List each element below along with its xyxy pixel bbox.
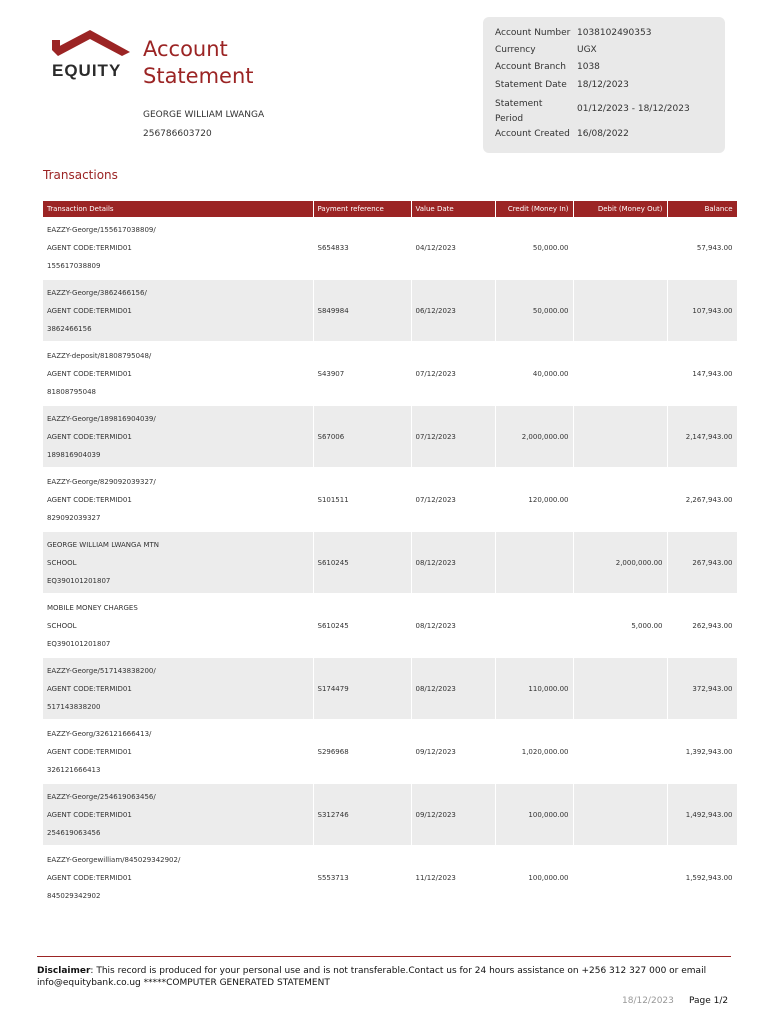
cell-credit: 1,020,000.00 bbox=[495, 720, 573, 783]
details-line-3: 254619063456 bbox=[47, 828, 101, 837]
cell-reference: S296968 bbox=[313, 720, 411, 783]
cell-date: 11/12/2023 bbox=[411, 846, 495, 909]
cell-credit: 50,000.00 bbox=[495, 279, 573, 342]
transactions-table bbox=[43, 201, 738, 910]
cell-date: 08/12/2023 bbox=[411, 657, 495, 720]
cell-details bbox=[43, 657, 313, 720]
cell-details bbox=[43, 846, 313, 909]
cell-credit bbox=[495, 531, 573, 594]
details-line-3: EQ390101201807 bbox=[47, 639, 111, 648]
cell-date: 08/12/2023 bbox=[411, 531, 495, 594]
table-row bbox=[43, 846, 737, 909]
details-line-3: 845029342902 bbox=[47, 891, 101, 900]
table-row bbox=[43, 720, 737, 783]
cell-balance: 107,943.00 bbox=[667, 279, 737, 342]
details-line-3: 189816904039 bbox=[47, 450, 101, 459]
account-info-box bbox=[483, 17, 725, 153]
details-line-3: 326121666413 bbox=[47, 765, 101, 774]
cell-balance: 1,492,943.00 bbox=[667, 783, 737, 846]
col-header-date: Value Date bbox=[411, 201, 495, 217]
details-line-1: EAZZY-George/517143838200/ bbox=[47, 666, 156, 675]
details-line-1: EAZZY-George/155617038809/ bbox=[47, 225, 156, 234]
cell-reference: S312746 bbox=[313, 783, 411, 846]
cell-reference: S654833 bbox=[313, 217, 411, 279]
details-line-1: EAZZY-George/3862466156/ bbox=[47, 288, 147, 297]
col-header-balance: Balance bbox=[667, 201, 737, 217]
cell-reference: S174479 bbox=[313, 657, 411, 720]
col-header-details: Transaction Details bbox=[43, 201, 313, 217]
info-value: 18/12/2023 bbox=[577, 80, 629, 90]
cell-credit bbox=[495, 594, 573, 657]
cell-balance: 2,147,943.00 bbox=[667, 405, 737, 468]
details-line-3: EQ390101201807 bbox=[47, 576, 111, 585]
table-row bbox=[43, 531, 737, 594]
details-line-1: EAZZY-Georg/326121666413/ bbox=[47, 729, 152, 738]
details-line-2: AGENT CODE:TERMID01 bbox=[47, 432, 132, 441]
footer-divider bbox=[37, 956, 731, 957]
cell-date: 06/12/2023 bbox=[411, 279, 495, 342]
disclaimer-label: Disclaimer bbox=[37, 966, 91, 976]
cell-details bbox=[43, 720, 313, 783]
cell-date: 04/12/2023 bbox=[411, 217, 495, 279]
table-row bbox=[43, 594, 737, 657]
cell-debit bbox=[573, 342, 667, 405]
details-line-3: 3862466156 bbox=[47, 324, 92, 333]
disclaimer-text: : This record is produced for your personal use and is not transferable.Contact us for 24 hours assistance on +256 312 327 000 or email info@equitybank.co.ug *****COMPUTER GENERATED STATEMENT bbox=[37, 966, 707, 988]
table-row bbox=[43, 342, 737, 405]
details-line-2: AGENT CODE:TERMID01 bbox=[47, 243, 132, 252]
col-header-reference: Payment reference bbox=[313, 201, 411, 217]
info-label: Statement Period bbox=[495, 99, 543, 124]
info-value: 1038102490353 bbox=[577, 28, 652, 38]
details-line-1: MOBILE MONEY CHARGES bbox=[47, 603, 138, 612]
cell-details bbox=[43, 468, 313, 531]
details-line-3: 155617038809 bbox=[47, 261, 101, 270]
info-label: Currency bbox=[495, 45, 536, 55]
info-value: 1038 bbox=[577, 62, 600, 72]
cell-balance: 147,943.00 bbox=[667, 342, 737, 405]
col-header-credit: Credit (Money In) bbox=[495, 201, 573, 217]
cell-details bbox=[43, 279, 313, 342]
cell-debit bbox=[573, 468, 667, 531]
cell-balance: 372,943.00 bbox=[667, 657, 737, 720]
customer-phone: 256786603720 bbox=[143, 129, 212, 139]
info-value: 16/08/2022 bbox=[577, 129, 629, 139]
details-line-2: AGENT CODE:TERMID01 bbox=[47, 684, 132, 693]
cell-credit: 100,000.00 bbox=[495, 846, 573, 909]
cell-date: 08/12/2023 bbox=[411, 594, 495, 657]
cell-reference: S67006 bbox=[313, 405, 411, 468]
cell-reference: S553713 bbox=[313, 846, 411, 909]
info-label: Account Created bbox=[495, 129, 570, 139]
details-line-1: EAZZY-Georgewilliam/845029342902/ bbox=[47, 855, 181, 864]
cell-debit bbox=[573, 846, 667, 909]
cell-debit: 5,000.00 bbox=[573, 594, 667, 657]
cell-debit bbox=[573, 720, 667, 783]
info-label: Account Branch bbox=[495, 62, 566, 72]
details-line-2: AGENT CODE:TERMID01 bbox=[47, 810, 132, 819]
title-line-2: Statement bbox=[143, 64, 254, 88]
transactions-title: Transactions bbox=[43, 168, 118, 182]
cell-credit: 2,000,000.00 bbox=[495, 405, 573, 468]
cell-date: 07/12/2023 bbox=[411, 405, 495, 468]
details-line-2: AGENT CODE:TERMID01 bbox=[47, 306, 132, 315]
cell-credit: 40,000.00 bbox=[495, 342, 573, 405]
cell-balance: 262,943.00 bbox=[667, 594, 737, 657]
info-value: 01/12/2023 - 18/12/2023 bbox=[577, 104, 690, 114]
table-row bbox=[43, 279, 737, 342]
cell-details bbox=[43, 405, 313, 468]
cell-reference: S101511 bbox=[313, 468, 411, 531]
cell-credit: 50,000.00 bbox=[495, 217, 573, 279]
customer-name: GEORGE WILLIAM LWANGA bbox=[143, 110, 265, 120]
info-value: UGX bbox=[577, 45, 597, 55]
cell-debit bbox=[573, 405, 667, 468]
table-row bbox=[43, 783, 737, 846]
details-line-2: AGENT CODE:TERMID01 bbox=[47, 495, 132, 504]
page-title bbox=[143, 36, 254, 90]
disclaimer bbox=[37, 965, 731, 989]
cell-details bbox=[43, 783, 313, 846]
cell-reference: S849984 bbox=[313, 279, 411, 342]
details-line-2: SCHOOL bbox=[47, 558, 77, 567]
table-row bbox=[43, 468, 737, 531]
details-line-3: 829092039327 bbox=[47, 513, 101, 522]
cell-date: 09/12/2023 bbox=[411, 783, 495, 846]
cell-balance: 267,943.00 bbox=[667, 531, 737, 594]
cell-credit: 120,000.00 bbox=[495, 468, 573, 531]
cell-balance: 57,943.00 bbox=[667, 217, 737, 279]
cell-debit: 2,000,000.00 bbox=[573, 531, 667, 594]
cell-credit: 100,000.00 bbox=[495, 783, 573, 846]
cell-credit: 110,000.00 bbox=[495, 657, 573, 720]
info-label: Statement Date bbox=[495, 80, 567, 90]
details-line-1: EAZZY-deposit/81808795048/ bbox=[47, 351, 152, 360]
cell-date: 07/12/2023 bbox=[411, 342, 495, 405]
cell-details bbox=[43, 342, 313, 405]
details-line-2: AGENT CODE:TERMID01 bbox=[47, 873, 132, 882]
details-line-2: AGENT CODE:TERMID01 bbox=[47, 747, 132, 756]
details-line-1: EAZZY-George/254619063456/ bbox=[47, 792, 156, 801]
details-line-3: 81808795048 bbox=[47, 387, 96, 396]
details-line-1: EAZZY-George/829092039327/ bbox=[47, 477, 156, 486]
col-header-debit: Debit (Money Out) bbox=[573, 201, 667, 217]
cell-date: 09/12/2023 bbox=[411, 720, 495, 783]
details-line-1: EAZZY-George/189816904039/ bbox=[47, 414, 156, 423]
title-line-1: Account bbox=[143, 37, 228, 61]
cell-reference: S610245 bbox=[313, 531, 411, 594]
footer-date: 18/12/2023 bbox=[622, 996, 674, 1006]
cell-details bbox=[43, 594, 313, 657]
cell-debit bbox=[573, 217, 667, 279]
cell-date: 07/12/2023 bbox=[411, 468, 495, 531]
details-line-3: 517143838200 bbox=[47, 702, 101, 711]
table-row bbox=[43, 405, 737, 468]
logo-text: EQUITY bbox=[52, 61, 122, 80]
cell-balance: 1,592,943.00 bbox=[667, 846, 737, 909]
cell-reference: S43907 bbox=[313, 342, 411, 405]
table-header-row bbox=[43, 201, 737, 217]
info-label: Account Number bbox=[495, 28, 571, 38]
house-roof-icon bbox=[52, 30, 132, 62]
details-line-2: AGENT CODE:TERMID01 bbox=[47, 369, 132, 378]
details-line-1: GEORGE WILLIAM LWANGA MTN bbox=[47, 540, 160, 549]
cell-debit bbox=[573, 279, 667, 342]
cell-debit bbox=[573, 783, 667, 846]
table-row bbox=[43, 217, 737, 279]
cell-balance: 1,392,943.00 bbox=[667, 720, 737, 783]
cell-balance: 2,267,943.00 bbox=[667, 468, 737, 531]
cell-details bbox=[43, 531, 313, 594]
table-row bbox=[43, 657, 737, 720]
details-line-2: SCHOOL bbox=[47, 621, 77, 630]
cell-details bbox=[43, 217, 313, 279]
page-number: Page 1/2 bbox=[689, 996, 729, 1006]
cell-reference: S610245 bbox=[313, 594, 411, 657]
cell-debit bbox=[573, 657, 667, 720]
